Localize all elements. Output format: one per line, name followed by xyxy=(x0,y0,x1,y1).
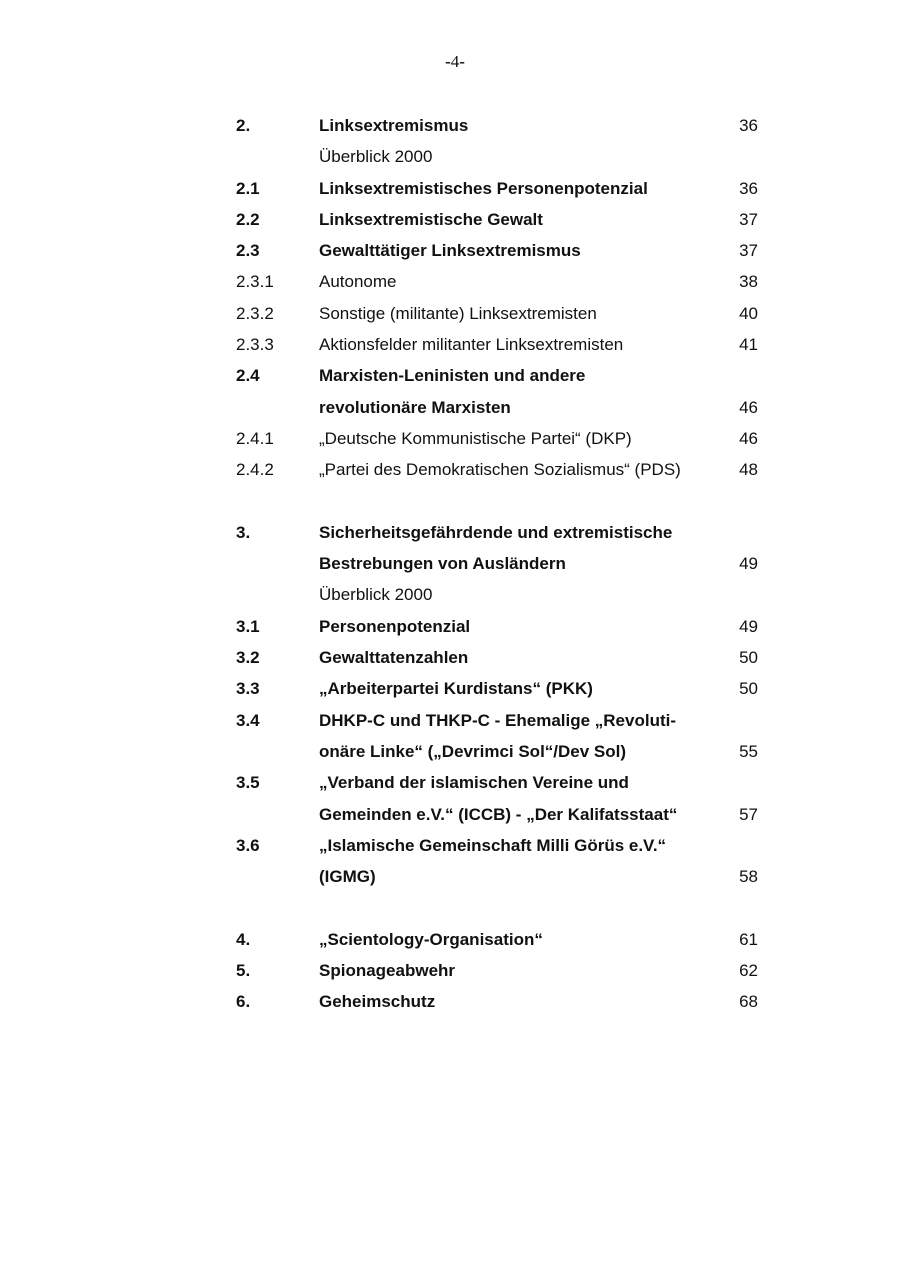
section-title: Sicherheitsgefährdende und extremistische xyxy=(319,522,673,542)
section-title: Überblick 2000 xyxy=(319,147,433,167)
toc-entry xyxy=(236,329,758,360)
section-number: 2.3.1 xyxy=(236,272,274,292)
toc-entry xyxy=(236,736,758,767)
section-title: „Deutsche Kommunistische Partei“ (DKP) xyxy=(319,428,632,448)
page-reference: 62 xyxy=(739,961,758,981)
section-number: 2.2 xyxy=(236,209,260,229)
section-number: 4. xyxy=(236,929,251,949)
section-title: Bestrebungen von Ausländern xyxy=(319,554,566,574)
toc-entry xyxy=(236,173,758,204)
page-reference: 40 xyxy=(739,303,758,323)
table-of-contents xyxy=(236,110,758,1018)
toc-entry xyxy=(236,454,758,485)
section-title: Gewalttätiger Linksextremismus xyxy=(319,241,581,261)
section-title: „Arbeiterpartei Kurdistans“ (PKK) xyxy=(319,679,593,699)
page-reference: 68 xyxy=(739,992,758,1012)
section-title: „Verband der islamischen Vereine und xyxy=(319,773,629,793)
group-spacer xyxy=(236,892,758,923)
section-title: Marxisten-Leninisten und andere xyxy=(319,366,586,386)
page-reference: 37 xyxy=(739,209,758,229)
toc-entry xyxy=(236,298,758,329)
toc-entry xyxy=(236,799,758,830)
page-number-value: 4 xyxy=(450,52,460,71)
page-reference: 36 xyxy=(739,116,758,135)
page-reference: 38 xyxy=(739,272,758,292)
section-number: 2.4.2 xyxy=(236,460,274,480)
section-number: 3.5 xyxy=(236,773,260,793)
toc-entry xyxy=(236,705,758,736)
section-number: 3.6 xyxy=(236,835,260,855)
section-number: 2.4.1 xyxy=(236,428,274,448)
section-number: 5. xyxy=(236,961,251,981)
section-number: 3.1 xyxy=(236,616,260,636)
section-title: revolutionäre Marxisten xyxy=(319,397,511,417)
page-reference: 37 xyxy=(739,241,758,261)
section-title: „Islamische Gemeinschaft Milli Görüs e.V.“ xyxy=(319,835,667,855)
toc-entry xyxy=(236,266,758,297)
toc-entry xyxy=(236,924,758,955)
section-title: Aktionsfelder militanter Linksextremisten xyxy=(319,335,624,355)
section-title: Gewalttatenzahlen xyxy=(319,648,469,668)
section-number: 2.3.3 xyxy=(236,335,274,355)
page-reference: 50 xyxy=(739,679,758,699)
toc-entry xyxy=(236,141,758,172)
page-reference: 36 xyxy=(739,178,758,198)
group-spacer xyxy=(236,486,758,517)
toc-entry xyxy=(236,955,758,986)
page-reference: 48 xyxy=(739,460,758,480)
page-reference: 61 xyxy=(739,929,758,949)
page-reference: 58 xyxy=(739,867,758,887)
section-number: 3.2 xyxy=(236,648,260,668)
toc-entry xyxy=(236,767,758,798)
page-reference: 46 xyxy=(739,397,758,417)
section-number: 3.3 xyxy=(236,679,260,699)
section-number: 2. xyxy=(236,116,251,135)
toc-entry xyxy=(236,673,758,704)
toc-entry xyxy=(236,204,758,235)
section-title: „Scientology-Organisation“ xyxy=(319,929,543,949)
section-number: 3. xyxy=(236,522,251,542)
toc-entry xyxy=(236,517,758,548)
section-number: 2.4 xyxy=(236,366,260,386)
toc-entry xyxy=(236,986,758,1017)
page-reference: 55 xyxy=(739,741,758,761)
section-title: Personenpotenzial xyxy=(319,616,471,636)
page-reference: 46 xyxy=(739,428,758,448)
page-reference: 49 xyxy=(739,616,758,636)
toc-entry xyxy=(236,861,758,892)
section-title: (IGMG) xyxy=(319,867,376,887)
section-title: Linksextremistisches Personenpotenzial xyxy=(319,178,648,198)
section-title: Sonstige (militante) Linksextremisten xyxy=(319,303,597,323)
toc-entry xyxy=(236,423,758,454)
page-reference: 49 xyxy=(739,554,758,574)
toc-entry xyxy=(236,360,758,391)
toc-entry xyxy=(236,235,758,266)
section-title: „Partei des Demokratischen Sozialismus“ (PDS) xyxy=(319,460,681,480)
page-number: -4- xyxy=(445,52,465,71)
section-title: Geheimschutz xyxy=(319,992,436,1012)
page-reference: 50 xyxy=(739,648,758,668)
toc-entry xyxy=(236,548,758,579)
section-number: 2.3 xyxy=(236,241,260,261)
section-title: onäre Linke“ („Devrimci Sol“/Dev Sol) xyxy=(319,741,627,761)
page-reference: 57 xyxy=(739,804,758,824)
section-title: Linksextremistische Gewalt xyxy=(319,209,543,229)
section-title: Linksextremismus xyxy=(319,116,469,135)
section-number: 2.3.2 xyxy=(236,303,274,323)
toc-entry xyxy=(236,110,758,141)
toc-entry xyxy=(236,392,758,423)
page-reference: 41 xyxy=(739,335,758,355)
toc-entry xyxy=(236,830,758,861)
section-title: Autonome xyxy=(319,272,397,292)
section-number: 2.1 xyxy=(236,178,260,198)
section-title: Spionageabwehr xyxy=(319,961,456,981)
toc-entry xyxy=(236,579,758,610)
section-title: DHKP-C und THKP-C - Ehemalige „Revoluti- xyxy=(319,710,677,730)
section-title: Gemeinden e.V.“ (ICCB) - „Der Kalifatsstaat“ xyxy=(319,804,678,824)
section-title: Überblick 2000 xyxy=(319,585,433,605)
toc-entry xyxy=(236,611,758,642)
section-number: 6. xyxy=(236,992,251,1012)
toc-entry xyxy=(236,642,758,673)
section-number: 3.4 xyxy=(236,710,260,730)
